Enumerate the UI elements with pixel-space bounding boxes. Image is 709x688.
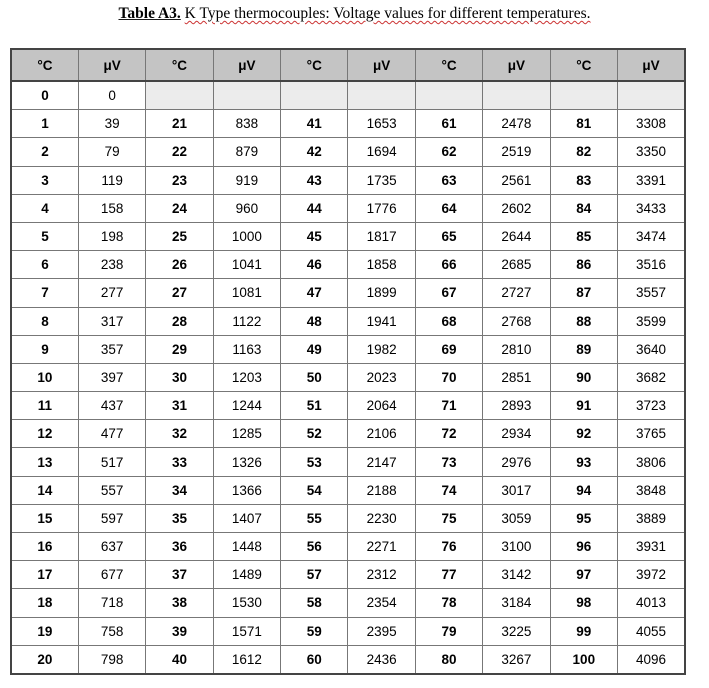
celsius-cell: 99	[550, 617, 617, 645]
microvolt-cell: 1407	[213, 504, 280, 532]
microvolt-cell: 39	[78, 110, 145, 138]
celsius-cell: 32	[146, 420, 213, 448]
microvolt-cell: 3059	[483, 504, 550, 532]
microvolt-cell: 3516	[618, 251, 685, 279]
microvolt-cell: 3474	[618, 222, 685, 250]
header-celsius: °C	[146, 49, 213, 81]
microvolt-cell: 4055	[618, 617, 685, 645]
microvolt-cell: 1285	[213, 420, 280, 448]
celsius-cell: 41	[281, 110, 348, 138]
celsius-cell: 61	[415, 110, 482, 138]
microvolt-cell: 1530	[213, 589, 280, 617]
celsius-cell: 62	[415, 138, 482, 166]
microvolt-cell: 1122	[213, 307, 280, 335]
microvolt-cell: 2893	[483, 392, 550, 420]
microvolt-cell: 3640	[618, 335, 685, 363]
microvolt-cell: 357	[78, 335, 145, 363]
microvolt-cell: 2602	[483, 194, 550, 222]
celsius-cell: 19	[11, 617, 78, 645]
celsius-cell: 97	[550, 561, 617, 589]
celsius-cell: 51	[281, 392, 348, 420]
celsius-cell: 15	[11, 504, 78, 532]
celsius-cell: 24	[146, 194, 213, 222]
microvolt-cell: 3017	[483, 476, 550, 504]
microvolt-cell: 0	[78, 81, 145, 110]
celsius-cell: 10	[11, 363, 78, 391]
microvolt-cell: 3806	[618, 448, 685, 476]
microvolt-cell: 2312	[348, 561, 415, 589]
microvolt-cell: 477	[78, 420, 145, 448]
celsius-cell: 44	[281, 194, 348, 222]
microvolt-cell: 2271	[348, 533, 415, 561]
celsius-cell: 76	[415, 533, 482, 561]
microvolt-cell: 1694	[348, 138, 415, 166]
celsius-cell: 88	[550, 307, 617, 335]
microvolt-cell: 198	[78, 222, 145, 250]
microvolt-cell: 2188	[348, 476, 415, 504]
microvolt-cell: 3308	[618, 110, 685, 138]
celsius-cell: 80	[415, 645, 482, 674]
celsius-cell: 4	[11, 194, 78, 222]
celsius-cell: 82	[550, 138, 617, 166]
microvolt-cell: 437	[78, 392, 145, 420]
microvolt-cell: 277	[78, 279, 145, 307]
microvolt-cell: 3225	[483, 617, 550, 645]
celsius-cell: 79	[415, 617, 482, 645]
microvolt-cell: 2478	[483, 110, 550, 138]
microvolt-cell: 3765	[618, 420, 685, 448]
header-row	[11, 49, 685, 81]
microvolt-cell: 597	[78, 504, 145, 532]
table-row	[11, 392, 685, 420]
celsius-cell: 2	[11, 138, 78, 166]
celsius-cell: 95	[550, 504, 617, 532]
table-row	[11, 533, 685, 561]
celsius-cell: 77	[415, 561, 482, 589]
celsius-cell: 78	[415, 589, 482, 617]
celsius-cell: 60	[281, 645, 348, 674]
celsius-cell: 55	[281, 504, 348, 532]
celsius-cell: 22	[146, 138, 213, 166]
microvolt-cell: 3599	[618, 307, 685, 335]
celsius-cell: 43	[281, 166, 348, 194]
table-row	[11, 561, 685, 589]
microvolt-cell: 1899	[348, 279, 415, 307]
celsius-cell: 25	[146, 222, 213, 250]
microvolt-cell: 3391	[618, 166, 685, 194]
table-row	[11, 138, 685, 166]
microvolt-cell: 2976	[483, 448, 550, 476]
celsius-cell: 27	[146, 279, 213, 307]
microvolt-cell: 158	[78, 194, 145, 222]
microvolt-cell: 3142	[483, 561, 550, 589]
celsius-cell: 14	[11, 476, 78, 504]
microvolt-cell: 2727	[483, 279, 550, 307]
microvolt-cell: 238	[78, 251, 145, 279]
celsius-cell: 98	[550, 589, 617, 617]
microvolt-cell: 1653	[348, 110, 415, 138]
table-row	[11, 589, 685, 617]
celsius-cell: 84	[550, 194, 617, 222]
microvolt-cell: 2064	[348, 392, 415, 420]
empty-cell	[550, 81, 617, 110]
table-row	[11, 251, 685, 279]
celsius-cell: 54	[281, 476, 348, 504]
microvolt-cell: 397	[78, 363, 145, 391]
celsius-cell: 70	[415, 363, 482, 391]
table-row	[11, 166, 685, 194]
microvolt-cell: 2768	[483, 307, 550, 335]
header-microvolt: μV	[78, 49, 145, 81]
microvolt-cell: 1448	[213, 533, 280, 561]
celsius-cell: 1	[11, 110, 78, 138]
caption-text: K Type thermocouples: Voltage values for different temperatures.	[184, 5, 591, 22]
table-row	[11, 110, 685, 138]
microvolt-cell: 3931	[618, 533, 685, 561]
microvolt-cell: 2436	[348, 645, 415, 674]
header-celsius: °C	[11, 49, 78, 81]
celsius-cell: 93	[550, 448, 617, 476]
microvolt-cell: 1489	[213, 561, 280, 589]
celsius-cell: 86	[550, 251, 617, 279]
empty-cell	[415, 81, 482, 110]
microvolt-cell: 1163	[213, 335, 280, 363]
microvolt-cell: 1776	[348, 194, 415, 222]
celsius-cell: 90	[550, 363, 617, 391]
celsius-cell: 57	[281, 561, 348, 589]
table-row	[11, 420, 685, 448]
celsius-cell: 71	[415, 392, 482, 420]
header-microvolt: μV	[483, 49, 550, 81]
celsius-cell: 33	[146, 448, 213, 476]
microvolt-cell: 1326	[213, 448, 280, 476]
celsius-cell: 59	[281, 617, 348, 645]
microvolt-cell: 798	[78, 645, 145, 674]
microvolt-cell: 4096	[618, 645, 685, 674]
microvolt-cell: 637	[78, 533, 145, 561]
celsius-cell: 83	[550, 166, 617, 194]
celsius-cell: 28	[146, 307, 213, 335]
celsius-cell: 72	[415, 420, 482, 448]
caption-label: Table A3.	[118, 5, 181, 22]
microvolt-cell: 1817	[348, 222, 415, 250]
table-caption	[0, 5, 709, 23]
empty-cell	[146, 81, 213, 110]
header-microvolt: μV	[618, 49, 685, 81]
celsius-cell: 81	[550, 110, 617, 138]
celsius-cell: 17	[11, 561, 78, 589]
empty-cell	[483, 81, 550, 110]
microvolt-cell: 557	[78, 476, 145, 504]
microvolt-cell: 2644	[483, 222, 550, 250]
celsius-cell: 48	[281, 307, 348, 335]
microvolt-cell: 2851	[483, 363, 550, 391]
celsius-cell: 75	[415, 504, 482, 532]
celsius-cell: 73	[415, 448, 482, 476]
celsius-cell: 29	[146, 335, 213, 363]
celsius-cell: 7	[11, 279, 78, 307]
celsius-cell: 50	[281, 363, 348, 391]
celsius-cell: 89	[550, 335, 617, 363]
celsius-cell: 35	[146, 504, 213, 532]
microvolt-cell: 1000	[213, 222, 280, 250]
celsius-cell: 21	[146, 110, 213, 138]
microvolt-cell: 2810	[483, 335, 550, 363]
microvolt-cell: 2934	[483, 420, 550, 448]
celsius-cell: 30	[146, 363, 213, 391]
table-row	[11, 279, 685, 307]
microvolt-cell: 960	[213, 194, 280, 222]
table-row	[11, 448, 685, 476]
microvolt-cell: 1571	[213, 617, 280, 645]
celsius-cell: 5	[11, 222, 78, 250]
microvolt-cell: 3350	[618, 138, 685, 166]
microvolt-cell: 1041	[213, 251, 280, 279]
celsius-cell: 16	[11, 533, 78, 561]
celsius-cell: 46	[281, 251, 348, 279]
table-body	[11, 81, 685, 674]
microvolt-cell: 3433	[618, 194, 685, 222]
celsius-cell: 6	[11, 251, 78, 279]
microvolt-cell: 517	[78, 448, 145, 476]
microvolt-cell: 2561	[483, 166, 550, 194]
celsius-cell: 9	[11, 335, 78, 363]
celsius-cell: 58	[281, 589, 348, 617]
microvolt-cell: 2685	[483, 251, 550, 279]
celsius-cell: 0	[11, 81, 78, 110]
celsius-cell: 47	[281, 279, 348, 307]
microvolt-cell: 1735	[348, 166, 415, 194]
table-row	[11, 194, 685, 222]
microvolt-cell: 119	[78, 166, 145, 194]
table-row	[11, 81, 685, 110]
celsius-cell: 39	[146, 617, 213, 645]
celsius-cell: 52	[281, 420, 348, 448]
microvolt-cell: 4013	[618, 589, 685, 617]
microvolt-cell: 3557	[618, 279, 685, 307]
celsius-cell: 92	[550, 420, 617, 448]
celsius-cell: 69	[415, 335, 482, 363]
celsius-cell: 94	[550, 476, 617, 504]
celsius-cell: 91	[550, 392, 617, 420]
table-row	[11, 645, 685, 674]
microvolt-cell: 2230	[348, 504, 415, 532]
celsius-cell: 66	[415, 251, 482, 279]
empty-cell	[618, 81, 685, 110]
microvolt-cell: 2354	[348, 589, 415, 617]
celsius-cell: 36	[146, 533, 213, 561]
celsius-cell: 8	[11, 307, 78, 335]
microvolt-cell: 3100	[483, 533, 550, 561]
celsius-cell: 68	[415, 307, 482, 335]
microvolt-cell: 2106	[348, 420, 415, 448]
microvolt-cell: 3267	[483, 645, 550, 674]
table-row	[11, 363, 685, 391]
celsius-cell: 49	[281, 335, 348, 363]
celsius-cell: 34	[146, 476, 213, 504]
table-row	[11, 307, 685, 335]
celsius-cell: 67	[415, 279, 482, 307]
celsius-cell: 40	[146, 645, 213, 674]
celsius-cell: 31	[146, 392, 213, 420]
microvolt-cell: 677	[78, 561, 145, 589]
microvolt-cell: 3972	[618, 561, 685, 589]
celsius-cell: 11	[11, 392, 78, 420]
celsius-cell: 87	[550, 279, 617, 307]
microvolt-cell: 1612	[213, 645, 280, 674]
header-celsius: °C	[415, 49, 482, 81]
celsius-cell: 45	[281, 222, 348, 250]
celsius-cell: 74	[415, 476, 482, 504]
microvolt-cell: 2519	[483, 138, 550, 166]
header-celsius: °C	[550, 49, 617, 81]
microvolt-cell: 3184	[483, 589, 550, 617]
microvolt-cell: 1982	[348, 335, 415, 363]
empty-cell	[213, 81, 280, 110]
microvolt-cell: 2023	[348, 363, 415, 391]
celsius-cell: 20	[11, 645, 78, 674]
celsius-cell: 37	[146, 561, 213, 589]
celsius-cell: 63	[415, 166, 482, 194]
microvolt-cell: 3682	[618, 363, 685, 391]
header-microvolt: μV	[348, 49, 415, 81]
microvolt-cell: 1366	[213, 476, 280, 504]
microvolt-cell: 2147	[348, 448, 415, 476]
celsius-cell: 18	[11, 589, 78, 617]
celsius-cell: 42	[281, 138, 348, 166]
empty-cell	[281, 81, 348, 110]
celsius-cell: 3	[11, 166, 78, 194]
celsius-cell: 53	[281, 448, 348, 476]
empty-cell	[348, 81, 415, 110]
microvolt-cell: 879	[213, 138, 280, 166]
celsius-cell: 38	[146, 589, 213, 617]
microvolt-cell: 838	[213, 110, 280, 138]
microvolt-cell: 1081	[213, 279, 280, 307]
celsius-cell: 96	[550, 533, 617, 561]
header-microvolt: μV	[213, 49, 280, 81]
celsius-cell: 56	[281, 533, 348, 561]
thermocouple-table	[10, 48, 686, 675]
microvolt-cell: 1858	[348, 251, 415, 279]
microvolt-cell: 758	[78, 617, 145, 645]
celsius-cell: 23	[146, 166, 213, 194]
celsius-cell: 13	[11, 448, 78, 476]
table-row	[11, 504, 685, 532]
header-celsius: °C	[281, 49, 348, 81]
celsius-cell: 64	[415, 194, 482, 222]
microvolt-cell: 3723	[618, 392, 685, 420]
table-row	[11, 476, 685, 504]
microvolt-cell: 2395	[348, 617, 415, 645]
celsius-cell: 26	[146, 251, 213, 279]
microvolt-cell: 718	[78, 589, 145, 617]
microvolt-cell: 317	[78, 307, 145, 335]
microvolt-cell: 79	[78, 138, 145, 166]
microvolt-cell: 1941	[348, 307, 415, 335]
microvolt-cell: 1244	[213, 392, 280, 420]
table-row	[11, 617, 685, 645]
table-row	[11, 335, 685, 363]
celsius-cell: 12	[11, 420, 78, 448]
table-row	[11, 222, 685, 250]
celsius-cell: 100	[550, 645, 617, 674]
microvolt-cell: 919	[213, 166, 280, 194]
celsius-cell: 85	[550, 222, 617, 250]
microvolt-cell: 3848	[618, 476, 685, 504]
celsius-cell: 65	[415, 222, 482, 250]
microvolt-cell: 3889	[618, 504, 685, 532]
microvolt-cell: 1203	[213, 363, 280, 391]
